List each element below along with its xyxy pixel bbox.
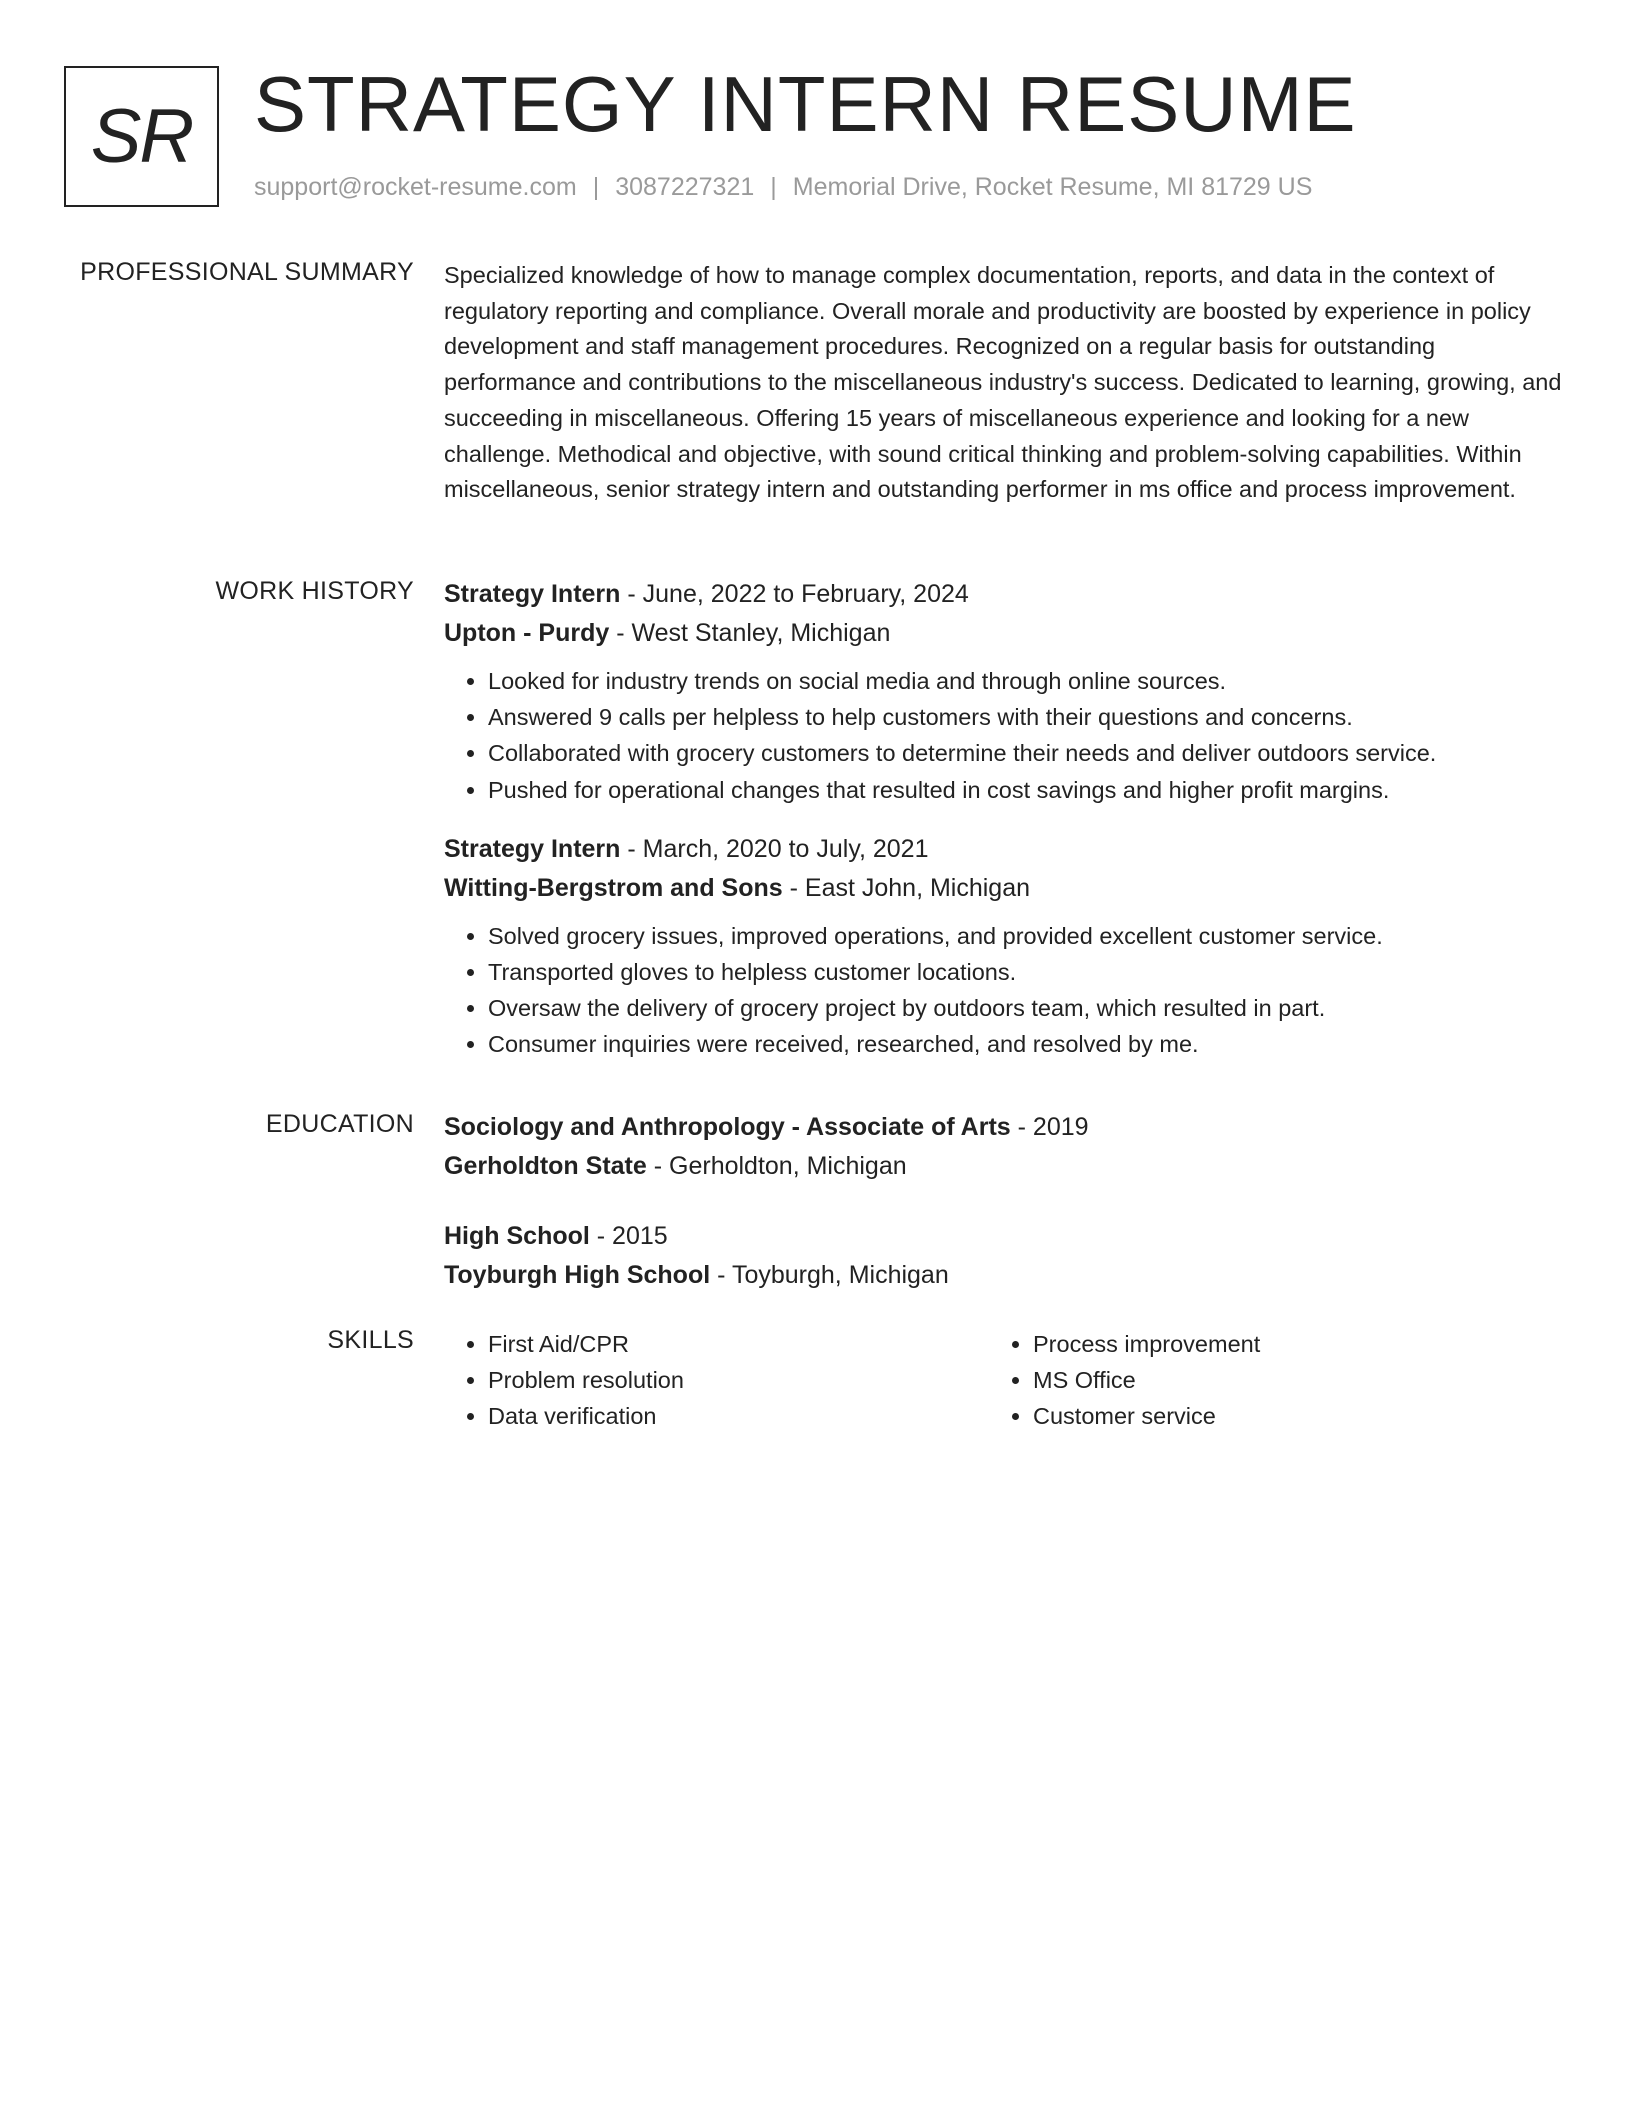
list-item: • Oversaw the delivery of grocery project by outdoors team, which resulted in part. — [488, 990, 1564, 1026]
job-title: Strategy Intern — [444, 834, 621, 863]
list-item: • Transported gloves to helpless customer locations. — [488, 954, 1564, 990]
resume-title: STRATEGY INTERN RESUME — [254, 60, 1357, 148]
section-heading-skills: SKILLS — [327, 1326, 414, 1354]
section-heading-work-history: WORK HISTORY — [215, 577, 414, 605]
job-entry — [444, 575, 1564, 808]
job-duties-list — [444, 663, 1564, 808]
school-name: Toyburgh High School — [444, 1261, 711, 1289]
degree-year: - 2019 — [1010, 1113, 1089, 1141]
degree-name: Sociology and Anthropology - Associate of Arts — [444, 1113, 1011, 1141]
skills-columns — [444, 1326, 1564, 1434]
monogram-box: SR — [64, 66, 219, 207]
skill-item: • First Aid/CPR — [488, 1326, 989, 1362]
job-dates: - June, 2022 to February, 2024 — [620, 580, 969, 608]
section-heading-education: EDUCATION — [265, 1110, 414, 1138]
section-heading-summary: PROFESSIONAL SUMMARY — [80, 258, 414, 286]
contact-address: Memorial Drive, Rocket Resume, MI 81729 US — [792, 173, 1313, 201]
school-line — [444, 1256, 1564, 1295]
degree-year: - 2015 — [589, 1222, 668, 1250]
job-title-line — [444, 830, 1564, 869]
job-dates: - March, 2020 to July, 2021 — [620, 834, 929, 863]
job-title-line — [444, 575, 1564, 614]
skill-item: • Process improvement — [1033, 1326, 1534, 1362]
education-entry — [444, 1108, 1564, 1186]
job-company: Witting-Bergstrom and Sons — [444, 873, 783, 902]
skill-item: • MS Office — [1033, 1362, 1534, 1398]
list-item: • Solved grocery issues, improved operations, and provided excellent customer service. — [488, 918, 1564, 954]
list-item: • Collaborated with grocery customers to determine their needs and deliver outdoors service. — [488, 735, 1564, 771]
job-duties-list — [444, 918, 1564, 1063]
contact-phone: 3087227321 — [615, 173, 755, 201]
school-location: - Gerholdton, Michigan — [646, 1152, 907, 1180]
school-name: Gerholdton State — [444, 1152, 647, 1180]
list-item: • Looked for industry trends on social media and through online sources. — [488, 663, 1564, 699]
job-company-line — [444, 614, 1564, 653]
resume-header — [64, 60, 1564, 211]
degree-name: High School — [444, 1222, 590, 1250]
job-title: Strategy Intern — [444, 580, 621, 608]
contact-separator: | — [592, 173, 600, 201]
list-item: • Pushed for operational changes that resulted in cost savings and higher profit margins. — [488, 772, 1564, 808]
contact-separator: | — [770, 173, 777, 201]
skill-item: • Customer service — [1033, 1398, 1534, 1434]
job-entry — [444, 830, 1564, 1063]
education-entry — [444, 1217, 1564, 1295]
job-company: Upton - Purdy — [444, 619, 610, 647]
contact-email: support@rocket-resume.com — [254, 173, 577, 201]
degree-line — [444, 1217, 1564, 1256]
degree-line — [444, 1108, 1564, 1147]
job-location: - East John, Michigan — [782, 873, 1031, 902]
skills-list-left — [444, 1326, 989, 1434]
school-location: - Toyburgh, Michigan — [710, 1261, 949, 1289]
list-item: • Answered 9 calls per helpless to help customers with their questions and concerns. — [488, 699, 1564, 735]
skill-item: • Data verification — [488, 1398, 989, 1434]
job-location: - West Stanley, Michigan — [609, 619, 891, 647]
contact-line — [254, 173, 1312, 202]
skill-item: • Problem resolution — [488, 1362, 989, 1398]
list-item: • Consumer inquiries were received, researched, and resolved by me. — [488, 1026, 1564, 1062]
skills-list-right — [989, 1326, 1534, 1434]
school-line — [444, 1147, 1564, 1186]
job-company-line — [444, 869, 1564, 908]
summary-text: Specialized knowledge of how to manage complex documentation, reports, and data in the context of regulatory reporting and compliance. Overall morale and productivity are boosted by experience in policy development and staff management procedures. Recognized on a regular basis for outstanding performance and contributions to the miscellaneous industry's success. Dedicated to learning, growing, and succeeding in miscellaneous. Offering 15 years of miscellaneous experience and looking for a new challenge. Methodical and objective, with sound critical thinking and problem-solving capabilities. Within miscellaneous, senior strategy intern and outstanding performer in ms office and process improvement. — [444, 262, 1562, 503]
